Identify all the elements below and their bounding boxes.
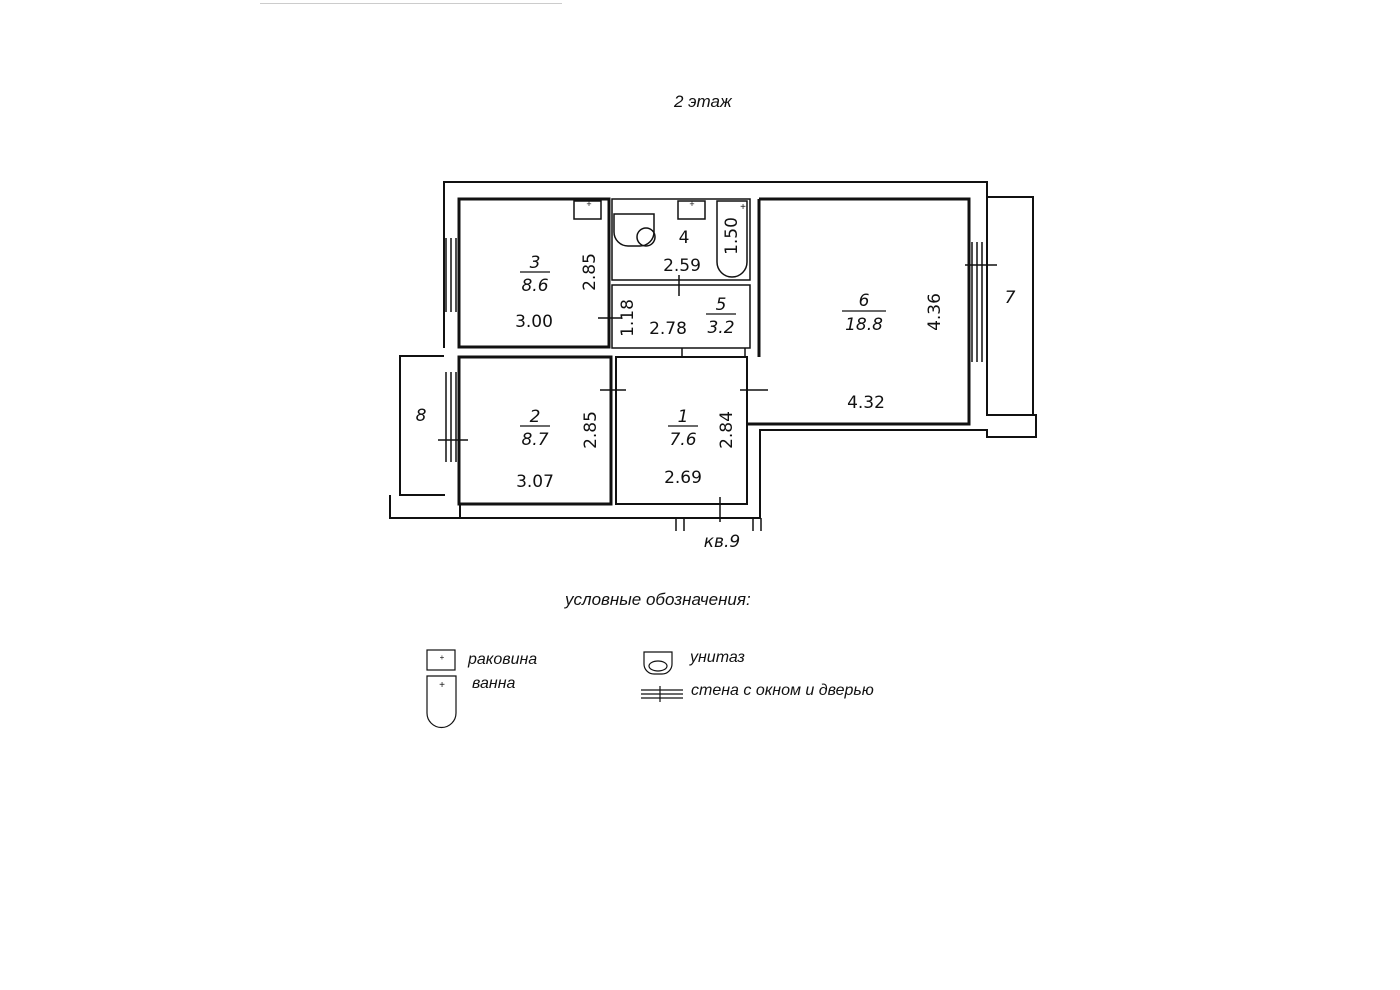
entrance <box>676 518 761 531</box>
room-6-width: 4.32 <box>847 393 885 413</box>
room-3-depth: 2.85 <box>580 253 600 291</box>
window-room-6 <box>972 242 982 362</box>
window-room-2 <box>446 372 456 462</box>
toilet-icon <box>614 214 654 246</box>
room-3-number: 3 <box>529 253 541 273</box>
legend-bath-label: ванна <box>472 675 516 692</box>
room-1-width: 2.69 <box>664 468 702 488</box>
room-6-depth: 4.36 <box>925 293 945 331</box>
room-5-area: 3.2 <box>707 318 735 338</box>
window-room-3 <box>446 238 456 312</box>
svg-text:+: + <box>439 680 445 691</box>
room-5-depth: 1.18 <box>618 299 638 337</box>
room-4-width: 2.59 <box>663 256 701 276</box>
floor-title: 2 этаж <box>674 92 732 111</box>
room-4-bath-length: 1.50 <box>722 217 742 255</box>
room-1-depth: 2.84 <box>717 411 737 449</box>
room-2-width: 3.07 <box>516 472 554 492</box>
legend-wall-label: стена с окном и дверью <box>691 682 874 699</box>
svg-text:+: + <box>586 199 592 209</box>
room-3-width: 3.00 <box>515 312 553 332</box>
room-6-number: 6 <box>858 291 870 311</box>
legend-sink-label: раковина <box>468 651 538 668</box>
room-2-number: 2 <box>529 407 541 427</box>
apartment-label: кв.9 <box>703 532 741 552</box>
svg-text:+: + <box>689 199 695 209</box>
room-5-width: 2.78 <box>649 319 687 339</box>
room-1-number: 1 <box>677 407 689 427</box>
legend-toilet-label: унитаз <box>690 649 745 666</box>
room-4-number: 4 <box>678 228 690 248</box>
room-6-area: 18.8 <box>845 315 883 335</box>
room-2-area: 8.7 <box>521 430 549 450</box>
legend-title: условные обозначения: <box>565 590 751 609</box>
balcony-8-label: 8 <box>415 406 427 426</box>
room-3-area: 8.6 <box>521 276 549 296</box>
balcony-7-label: 7 <box>1004 288 1016 308</box>
svg-text:+: + <box>439 653 445 662</box>
room-5-number: 5 <box>715 295 727 315</box>
room-1-area: 7.6 <box>669 430 697 450</box>
svg-text:+: + <box>740 202 746 213</box>
legend-wall-icon <box>641 686 683 702</box>
room-2-depth: 2.85 <box>581 411 601 449</box>
